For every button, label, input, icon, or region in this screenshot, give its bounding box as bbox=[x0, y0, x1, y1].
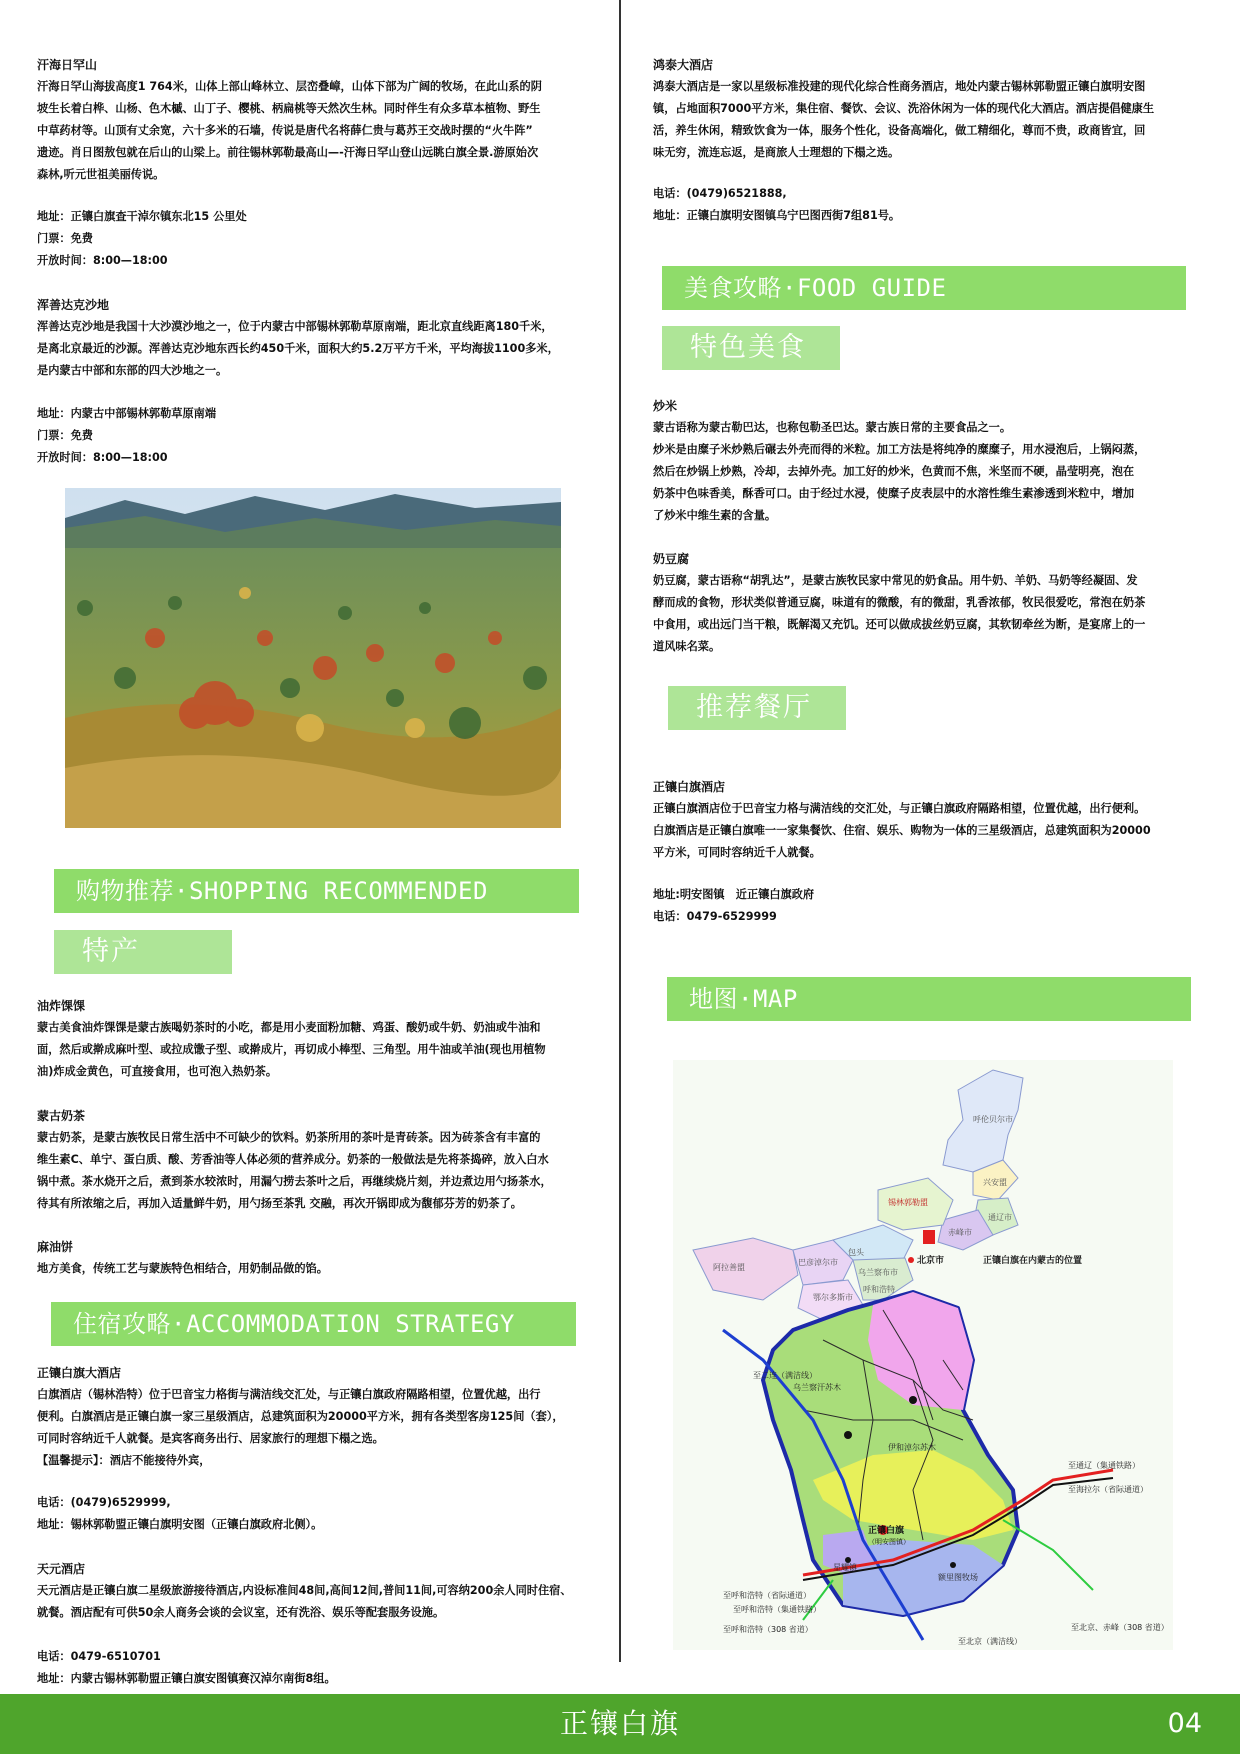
section-body: 地方美食，传统工艺与蒙族特色相结合，用奶制品做的馅。 bbox=[37, 1262, 328, 1275]
opening-hours: 开放时间：8:00—18:00 bbox=[37, 451, 168, 464]
footer-title: 正镶白旗 bbox=[559, 1707, 680, 1740]
label-town-center: 正镶白旗 bbox=[868, 1526, 905, 1536]
label-xilingol: 锡林郭勒盟 bbox=[888, 1198, 928, 1207]
food-mayoubing bbox=[37, 1236, 607, 1280]
address: 地址:明安图镇 近正镶白旗政府 bbox=[653, 888, 815, 901]
attraction-hanhai bbox=[37, 54, 607, 186]
section-body: 天元酒店是正镶白旗二星级旅游接待酒店,内设标准间48间,高间12间,普间11间,可容纳200余人同时住宿、 就餐。酒店配有可供50余人商务会谈的会议室，还有洗浴、娱乐等配套服务设施。 bbox=[37, 1584, 572, 1619]
address: 地址：内蒙古中部锡林郭勒草原南端 bbox=[37, 407, 217, 420]
label-hohhot: 呼和浩特 bbox=[863, 1285, 895, 1294]
page-footer bbox=[0, 1694, 1240, 1754]
label-road-hohhot3: 至呼和浩特（308 省道） bbox=[723, 1625, 813, 1634]
attraction-hanhai-info bbox=[37, 206, 607, 272]
section-title: 汗海日罕山 bbox=[37, 58, 98, 72]
address: 地址：内蒙古锡林郭勒盟正镶白旗安图镇赛汉淖尔南街8组。 bbox=[37, 1672, 336, 1685]
restaurant-baiqi-contact bbox=[653, 884, 1208, 928]
column-divider bbox=[619, 0, 621, 1662]
region-map bbox=[673, 1060, 1173, 1650]
section-title: 浑善达克沙地 bbox=[37, 298, 110, 312]
label-road-hohhot2: 至呼和浩特（集通铁路） bbox=[733, 1605, 821, 1614]
section-title: 天元酒店 bbox=[37, 1562, 86, 1576]
banner-special-food: 特色美食 bbox=[662, 326, 840, 370]
section-body: 鸿泰大酒店是一家以星级标准投建的现代化综合性商务酒店，地处内蒙古锡林郭勒盟正镶白旗明安图 镇，占地面积7000平方米，集住宿、餐饮、会议、洗浴休闲为一体的现代化大酒店。酒店提倡健康生 活，养生休闲，精致饮食为一体，服务个性化，设备高端化，做工精细化，尊而不贵，政商皆宜，回 味无穷，流连忘返，是商旅人士理想的下榻之选。 bbox=[653, 80, 1155, 159]
section-body: 奶豆腐，蒙古语称“胡乳达”，是蒙古族牧民家中常见的奶食品。用牛奶、羊奶、马奶等经凝固、发 酵而成的食物，形状类似普通豆腐，味道有的微酸，有的微甜，乳香浓郁，牧民很爱吃，常泡在奶茶 中食用，或出远门当干粮，既解渴又充饥。还可以做成拔丝奶豆腐，其软韧牵丝为断，是宴席上的一 道风味名菜。 bbox=[653, 574, 1146, 653]
hotel-tianyuan-contact bbox=[37, 1646, 607, 1690]
phone: 电话：0479-6529999 bbox=[653, 910, 777, 923]
beijing-marker-icon bbox=[908, 1257, 914, 1263]
section-title: 正镶白旗酒店 bbox=[653, 780, 726, 794]
phone: 电话：(0479)6529999, bbox=[37, 1496, 171, 1509]
food-milk-tea bbox=[37, 1105, 607, 1215]
hotel-hongtai-contact bbox=[653, 183, 1208, 227]
label-hulunbuir: 呼伦贝尔市 bbox=[973, 1115, 1013, 1124]
food-chaomi bbox=[653, 395, 1208, 527]
section-body: 白旗酒店（锡林浩特）位于巴音宝力格街与满洁线交汇处，与正镶白旗政府隔路相望，位置优越，出行 便利。白旗酒店是正镶白旗一家三星级酒店，总建筑面积为20000平方米，拥有各类型客房125间（套）， 可同时容纳近千人就餐。是宾客商务出行、居家旅行的理想下榻之选。 【温馨提示】：酒店不能接待外宾， bbox=[37, 1388, 564, 1467]
attraction-hunshandake bbox=[37, 294, 607, 382]
section-title: 鸿泰大酒店 bbox=[653, 58, 714, 72]
label-road-hohhot1: 至呼和浩特（省际通道） bbox=[723, 1591, 811, 1600]
food-youzha bbox=[37, 995, 607, 1083]
label-alxa: 阿拉善盟 bbox=[713, 1263, 745, 1272]
section-title: 蒙古奶茶 bbox=[37, 1109, 86, 1123]
label-town-wulan: 乌兰察汗苏木 bbox=[793, 1383, 841, 1392]
label-road-beijing: 至北京（满洁线） bbox=[958, 1637, 1022, 1646]
address: 地址：锡林郭勒盟正镶白旗明安图（正镶白旗政府北侧）。 bbox=[37, 1518, 323, 1531]
label-tongliao: 通辽市 bbox=[988, 1213, 1012, 1222]
label-road-erlian: 至二连（满洁线） bbox=[753, 1371, 817, 1380]
hotel-tianyuan bbox=[37, 1558, 607, 1624]
label-town-center-sub: （明安图镇） bbox=[868, 1538, 910, 1546]
food-naidoufu bbox=[653, 548, 1208, 658]
section-body: 浑善达克沙地是我国十大沙漠沙地之一，位于内蒙古中部锡林郭勒草原南端，距北京直线距离180千米， 是离北京最近的沙源。浑善达克沙地东西长约450千米，面积大约5.2万平方千米，平均海拔1100多米， 是内蒙古中部和东部的四大沙地之一。 bbox=[37, 320, 559, 377]
location-marker-icon bbox=[923, 1230, 935, 1244]
banner-accommodation: 住宿攻略·ACCOMMODATION STRATEGY bbox=[51, 1302, 576, 1346]
section-title: 炒米 bbox=[653, 399, 678, 413]
phone: 电话：(0479)6521888, bbox=[653, 187, 787, 200]
banner-specialty: 特产 bbox=[54, 930, 232, 974]
label-chifeng: 赤峰市 bbox=[948, 1228, 972, 1237]
ticket: 门票：免费 bbox=[37, 429, 93, 442]
label-baotou: 包头 bbox=[848, 1248, 864, 1257]
ticket: 门票：免费 bbox=[37, 232, 93, 245]
opening-hours: 开放时间：8:00—18:00 bbox=[37, 254, 168, 267]
address: 地址：正镶白旗明安图镇乌宁巴图西街7组81号。 bbox=[653, 209, 901, 222]
section-title: 油炸馃馃 bbox=[37, 999, 86, 1013]
hotel-hongtai bbox=[653, 54, 1208, 164]
phone: 电话：0479-6510701 bbox=[37, 1650, 161, 1663]
label-xingan: 兴安盟 bbox=[983, 1178, 1007, 1187]
section-body: 正镶白旗酒店位于巴音宝力格与满洁线的交汇处，与正镶白旗政府隔路相望，位置优越，出行便利。 白旗酒店是正镶白旗唯一一家集餐饮、住宿、娱乐、购物为一体的三星级酒店，总建筑面积为20000 平方米，可同时容纳近千人就餐。 bbox=[653, 802, 1151, 859]
hotel-baiqi-contact bbox=[37, 1492, 607, 1536]
section-title: 奶豆腐 bbox=[653, 552, 690, 566]
section-body: 蒙古美食油炸馃馃是蒙古族喝奶茶时的小吃，都是用小麦面粉加糖、鸡蛋、酸奶或牛奶、奶油或牛油和 面，然后或擀成麻叶型、或拉成馓子型、或擀成片，再切成小棒型、三角型。用牛油或羊油(现也用植物 油)炸成金黄色，可直接食用，也可泡入热奶茶。 bbox=[37, 1021, 546, 1078]
page-number: 04 bbox=[1167, 1708, 1202, 1739]
label-town-xingyao: 星耀镇 bbox=[833, 1563, 857, 1572]
section-body: 蒙古奶茶，是蒙古族牧民日常生活中不可缺少的饮料。奶茶所用的茶叶是青砖茶。因为砖茶含有丰富的 维生素C、单宁、蛋白质、酸、芳香油等人体必须的营养成分。奶茶的一般做法是先将茶捣碎，放入白水 锅中煮。茶水烧开之后，煮到茶水较浓时，用漏勺捞去茶叶之后，再继续烧片刻，并边煮边用勺扬茶水， 待其有所浓缩之后，再加入适量鲜牛奶，用勺扬至茶乳 交融，再次开锅即成为馥郁芬芳的奶茶了。 bbox=[37, 1131, 552, 1210]
banner-map: 地图·MAP bbox=[667, 977, 1191, 1021]
section-body: 蒙古语称为蒙古勒巴达，也称包勒圣巴达。蒙古族日常的主要食品之一。 炒米是由糜子米炒熟后碾去外壳而得的米粒。加工方法是将纯净的糜糜子，用水浸泡后，上锅闷蒸， 然后在炒锅上炒熟，冷却，去掉外壳。加工好的炒米，色黄而不焦，米坚而不硬，晶莹明亮，泡在 奶茶中色味香美，酥香可口。由于经过水浸，使糜子皮表层中的水溶性维生素渗透到米粒中，增加 了炒米中维生素的含量。 bbox=[653, 421, 1146, 522]
address: 地址：正镶白旗查干淖尔镇东北15 公里处 bbox=[37, 210, 247, 223]
attraction-hunshandake-info bbox=[37, 403, 607, 469]
inset-caption: 正镶白旗在内蒙古的位置 bbox=[983, 1256, 1083, 1266]
label-bayannur: 巴彦淖尔市 bbox=[798, 1258, 838, 1267]
label-beijing: 北京市 bbox=[917, 1256, 945, 1266]
label-town-ranch: 额里图牧场 bbox=[938, 1573, 978, 1582]
section-title: 正镶白旗大酒店 bbox=[37, 1366, 122, 1380]
restaurant-baiqi bbox=[653, 776, 1208, 864]
banner-shopping: 购物推荐·SHOPPING RECOMMENDED bbox=[54, 869, 579, 913]
label-ulanqab: 乌兰察布市 bbox=[858, 1268, 898, 1277]
banner-restaurant: 推荐餐厅 bbox=[668, 686, 846, 730]
section-body: 汗海日罕山海拔高度1 764米，山体上部山峰林立、层峦叠嶂，山体下部为广阔的牧场，在此山系的阴 坡生长着白桦、山杨、色木槭、山丁子、樱桃、柄扁桃等天然次生林。同时伴生有众多草本植物、野生 中草药材等。山顶有丈余宽，六十多米的石墙，传说是唐代名将薛仁贵与葛苏王交战时摆的“火牛阵” 遗迹。肖日图敖包就在后山的山梁上。前往锡林郭勒最高山—-汗海日罕山登山远眺白旗全景.游原始次 森林,听元世祖美丽传说。 bbox=[37, 80, 542, 181]
label-town-yihe: 伊和淖尔苏木 bbox=[888, 1443, 936, 1452]
banner-food-guide: 美食攻略·FOOD GUIDE bbox=[662, 266, 1186, 310]
label-road-tongliao: 至通辽（集通铁路） bbox=[1068, 1461, 1140, 1470]
hotel-baiqi bbox=[37, 1362, 607, 1472]
label-road-hailar: 至海拉尔（省际通道） bbox=[1068, 1485, 1148, 1494]
section-title: 麻油饼 bbox=[37, 1240, 74, 1254]
label-ordos: 鄂尔多斯市 bbox=[813, 1293, 853, 1302]
landscape-photo bbox=[65, 488, 561, 828]
label-road-beijing-chifeng: 至北京、赤峰（308 省道） bbox=[1071, 1623, 1169, 1632]
